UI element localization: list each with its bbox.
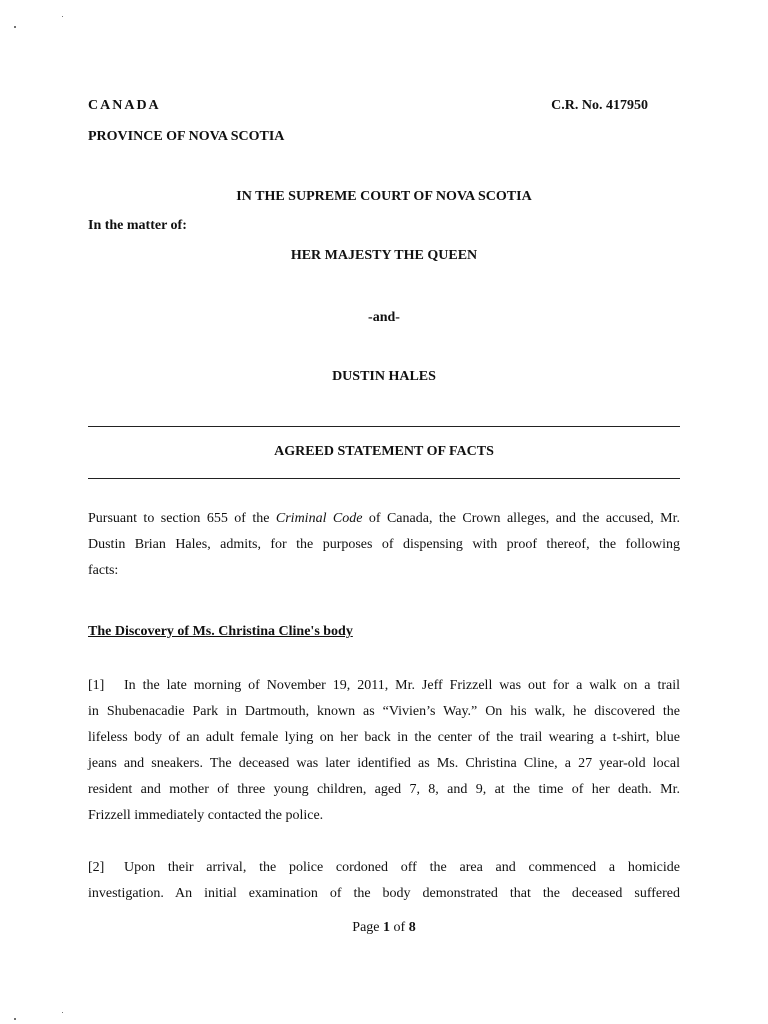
paragraph-2 — [88, 855, 680, 907]
party-crown: HER MAJESTY THE QUEEN — [290, 248, 478, 263]
party-conjunction: -and- — [368, 310, 400, 325]
intro-line: Dustin Brian Hales, admits, for the purposes of dispensing with proof thereof, the following — [88, 537, 680, 552]
scan-speck — [14, 26, 16, 28]
intro-text: of Canada, the Crown alleges, and the accused, Mr. — [362, 511, 680, 526]
province: PROVINCE OF NOVA SCOTIA — [88, 129, 285, 144]
title-bottom-rule — [88, 478, 680, 479]
document-title: AGREED STATEMENT OF FACTS — [274, 444, 494, 459]
matter-label: In the matter of: — [88, 218, 187, 233]
paragraph-line: lifeless body of an adult female lying on her back in the center of the trail wearing a t-shirt, blue — [88, 730, 680, 745]
title-top-rule — [88, 426, 680, 427]
jurisdiction: CANADA — [88, 98, 161, 113]
page-total: 8 — [408, 920, 416, 935]
paragraph-line: in Shubenacadie Park in Dartmouth, known as “Vivien’s Way.” On his walk, he discovered the — [88, 704, 680, 719]
paragraph-number: [1] — [88, 678, 105, 693]
paragraph-line: resident and mother of three young children, aged 7, 8, and 9, at the time of her death. Mr. — [88, 782, 680, 797]
scan-speck — [62, 1012, 63, 1013]
intro-line — [88, 506, 680, 532]
intro-line: facts: — [88, 563, 119, 578]
paragraph-line: jeans and sneakers. The deceased was later identified as Ms. Christina Cline, a 27 year-old local — [88, 756, 680, 771]
case-number: C.R. No. 417950 — [551, 98, 648, 113]
paragraph-1 — [88, 673, 680, 829]
intro-paragraph — [88, 506, 680, 584]
paragraph-line — [88, 855, 680, 881]
statute-name: Criminal Code — [275, 511, 363, 526]
paragraph-number: [2] — [88, 860, 105, 875]
paragraph-line: investigation. An initial examination of the body demonstrated that the deceased suffered — [88, 886, 680, 901]
intro-text: Pursuant to section 655 of the — [88, 511, 276, 526]
paragraph-text: In the late morning of November 19, 2011, Mr. Jeff Frizzell was out for a walk on a trail — [124, 678, 680, 693]
paragraph-text: Upon their arrival, the police cordoned off the area and commenced a homicide — [124, 860, 680, 875]
court-name: IN THE SUPREME COURT OF NOVA SCOTIA — [236, 189, 532, 204]
scan-speck — [14, 1018, 16, 1020]
paragraph-line: Frizzell immediately contacted the police. — [88, 808, 324, 823]
page-label: Page — [352, 920, 384, 935]
page-of: of — [390, 920, 409, 935]
scan-speck — [62, 16, 63, 17]
party-accused: DUSTIN HALES — [332, 369, 436, 384]
page-footer — [88, 920, 680, 936]
page-current: 1 — [383, 920, 391, 935]
paragraph-line — [88, 673, 680, 699]
section-heading: The Discovery of Ms. Christina Cline's body — [88, 624, 353, 639]
